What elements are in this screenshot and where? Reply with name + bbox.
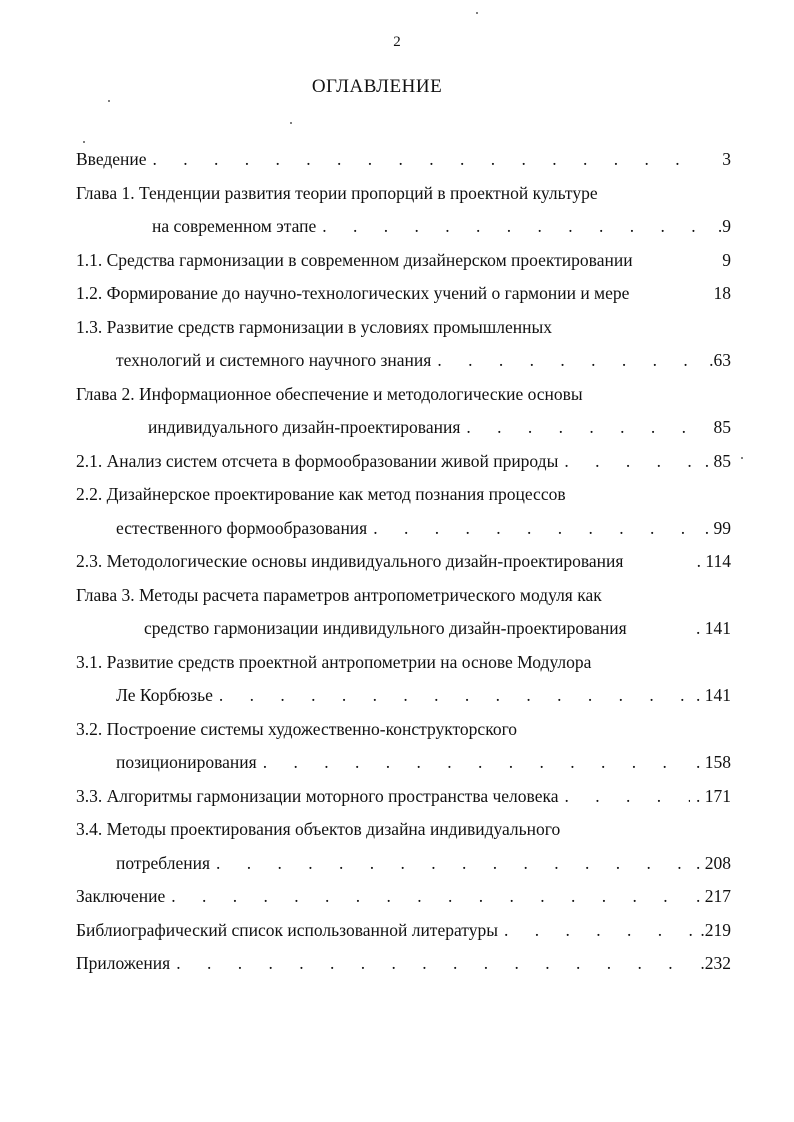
toc-entry-title: на современном этапе (152, 216, 317, 236)
toc-entry (76, 579, 731, 646)
toc-entry-title: Глава 3. Методы расчета параметров антропометрического модуля как (76, 584, 602, 605)
toc-entry-title: 3.1. Развитие средств проектной антропометрии на основе Модулора (76, 651, 592, 672)
toc-entry (76, 143, 731, 177)
toc-entry-page: . 158 (696, 752, 731, 772)
scan-speck (741, 457, 743, 459)
toc-entry-title: 2.2. Дизайнерское проектирование как метод познания процессов (76, 484, 566, 504)
toc-entry-title: Библиографический список использованной литературы (76, 919, 498, 940)
dot-leader (176, 947, 694, 981)
dot-leader (219, 679, 690, 713)
toc-entry (76, 813, 731, 880)
dot-leader (263, 746, 690, 780)
dot-leader (216, 847, 690, 881)
toc-entry-title: индивидуального дизайн-проектирования (148, 417, 461, 437)
dot-leader (373, 512, 695, 546)
toc-entry (76, 445, 731, 479)
toc-entry-page: . 217 (696, 886, 731, 906)
toc-entry-title: Ле Корбюзье (116, 685, 213, 705)
scan-speck (108, 100, 110, 102)
toc-entry-page: . 141 (696, 685, 731, 705)
toc-entry-page: . 114 (696, 551, 731, 571)
toc-entry-title: 1.3. Развитие средств гармонизации в условиях промышленных (76, 316, 552, 337)
toc-entry-page: .219 (700, 919, 731, 940)
toc-entry-page: 3 (722, 149, 731, 169)
dot-leader (564, 445, 695, 479)
toc-entry-page: 9 (722, 249, 731, 270)
toc-entry (76, 713, 731, 780)
toc-entry (76, 880, 731, 914)
page-title: ОГЛАВЛЕНИЕ (311, 76, 443, 97)
dot-leader (171, 880, 690, 914)
toc-entry-title: позиционирования (116, 752, 257, 772)
toc-entry (76, 478, 731, 545)
toc-entry (76, 244, 731, 278)
toc-entry-title: Глава 1. Тенденции развития теории пропорций в проектной культуре (76, 182, 598, 203)
toc-entry-page: 85 (713, 417, 731, 437)
toc-entry-page: . 171 (696, 785, 731, 806)
table-of-contents (76, 143, 731, 981)
dot-leader (437, 344, 695, 378)
dot-leader (466, 411, 695, 445)
toc-entry-page: . 99 (704, 517, 731, 538)
toc-entry-title: технологий и системного научного знания (116, 350, 432, 370)
toc-entry (76, 780, 731, 814)
toc-entry-title: Приложения (76, 953, 171, 973)
toc-entry-title: 1.2. Формирование до научно-технологических учений о гармонии и мере (76, 283, 630, 303)
toc-entry-title: Глава 2. Информационное обеспечение и методологические основы (76, 383, 583, 404)
toc-entry-title: 2.1. Анализ систем отсчета в формообразовании живой природы (76, 450, 559, 471)
toc-entry-title: средство гармонизации индивидульного дизайн-проектирования (144, 618, 627, 638)
scan-speck (83, 141, 85, 143)
toc-entry (76, 914, 731, 948)
toc-entry-page: .63 (709, 350, 731, 370)
scan-speck (290, 122, 292, 124)
toc-entry-title: потребления (116, 852, 211, 873)
dot-leader (322, 210, 695, 244)
toc-entry-page: 18 (713, 283, 731, 303)
toc-entry-page: .9 (717, 216, 731, 236)
toc-entry (76, 646, 731, 713)
toc-entry-page: .232 (700, 953, 731, 973)
toc-entry-title: 3.4. Методы проектирования объектов дизайна индивидуального (76, 819, 561, 839)
toc-entry-title: 2.3. Методологические основы индивидуального дизайн-проектирования (76, 551, 624, 571)
toc-entry-title: Введение (76, 149, 147, 169)
toc-entry (76, 378, 731, 445)
toc-entry-title: 3.3. Алгоритмы гармонизации моторного пространства человека (76, 785, 559, 806)
page-number: 2 (393, 34, 401, 50)
toc-entry (76, 277, 731, 311)
scan-speck (476, 12, 478, 14)
toc-entry-page: . 208 (696, 852, 731, 873)
toc-entry-title: 1.1. Средства гармонизации в современном дизайнерском проектировании (76, 249, 633, 270)
toc-entry-title: естественного формообразования (116, 517, 368, 538)
toc-entry (76, 311, 731, 378)
toc-entry-title: 3.2. Построение системы художественно-конструкторского (76, 718, 518, 739)
toc-entry (76, 177, 731, 244)
dot-leader (504, 914, 694, 948)
dot-leader (564, 780, 690, 814)
toc-entry-page: . 85 (704, 450, 731, 471)
toc-entry-title: Заключение (76, 886, 166, 906)
toc-entry (76, 545, 731, 579)
dot-leader (153, 143, 695, 177)
toc-entry-page: . 141 (696, 618, 731, 638)
toc-entry (76, 947, 731, 981)
